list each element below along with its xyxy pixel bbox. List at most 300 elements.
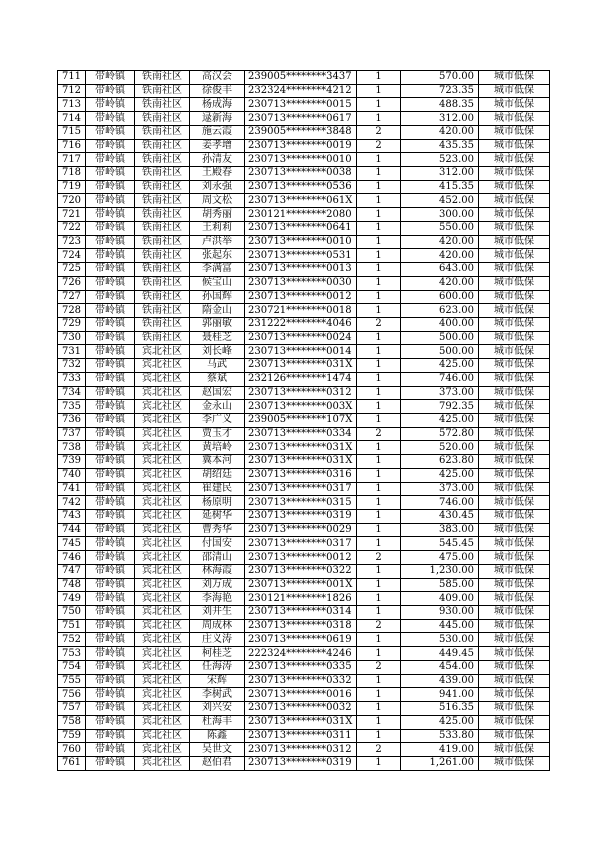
town-cell: 带岭镇 — [86, 592, 135, 606]
category-cell: 城市低保 — [479, 235, 550, 249]
amount-cell: 550.00 — [401, 221, 479, 235]
household-size-cell: 1 — [357, 276, 401, 290]
community-cell: 宾北社区 — [135, 743, 190, 757]
row-number-cell: 711 — [58, 71, 86, 85]
household-size-cell: 1 — [357, 331, 401, 345]
row-number-cell: 755 — [58, 674, 86, 688]
id-number-cell: 230713********0317 — [245, 482, 357, 496]
row-number-cell: 734 — [58, 386, 86, 400]
household-size-cell: 1 — [357, 510, 401, 524]
community-cell: 宾北社区 — [135, 674, 190, 688]
community-cell: 宾北社区 — [135, 345, 190, 359]
name-cell: 李海艳 — [190, 592, 245, 606]
amount-cell: 420.00 — [401, 125, 479, 139]
row-number-cell: 759 — [58, 729, 86, 743]
amount-cell: 623.00 — [401, 304, 479, 318]
town-cell: 带岭镇 — [86, 660, 135, 674]
id-number-cell: 230713********0315 — [245, 496, 357, 510]
name-cell: 孙清友 — [190, 153, 245, 167]
community-cell: 宾北社区 — [135, 619, 190, 633]
table-row — [58, 743, 550, 757]
id-number-cell: 230713********0335 — [245, 660, 357, 674]
community-cell: 铁南社区 — [135, 71, 190, 85]
community-cell: 宾北社区 — [135, 647, 190, 661]
category-cell: 城市低保 — [479, 674, 550, 688]
town-cell: 带岭镇 — [86, 674, 135, 688]
id-number-cell: 239005********3437 — [245, 71, 357, 85]
amount-cell: 435.35 — [401, 139, 479, 153]
name-cell: 杨成海 — [190, 98, 245, 112]
household-size-cell: 1 — [357, 578, 401, 592]
table-row — [58, 112, 550, 126]
community-cell: 宾北社区 — [135, 660, 190, 674]
household-size-cell: 1 — [357, 386, 401, 400]
name-cell: 蔡斌 — [190, 372, 245, 386]
town-cell: 带岭镇 — [86, 496, 135, 510]
id-number-cell: 230713********0332 — [245, 674, 357, 688]
table-row — [58, 660, 550, 674]
row-number-cell: 736 — [58, 413, 86, 427]
id-number-cell: 230713********0617 — [245, 112, 357, 126]
community-cell: 铁南社区 — [135, 331, 190, 345]
amount-cell: 312.00 — [401, 112, 479, 126]
household-size-cell: 2 — [357, 427, 401, 441]
table-row — [58, 413, 550, 427]
town-cell: 带岭镇 — [86, 743, 135, 757]
amount-cell: 585.00 — [401, 578, 479, 592]
row-number-cell: 742 — [58, 496, 86, 510]
town-cell: 带岭镇 — [86, 427, 135, 441]
town-cell: 带岭镇 — [86, 537, 135, 551]
community-cell: 宾北社区 — [135, 482, 190, 496]
name-cell: 郭丽敏 — [190, 317, 245, 331]
id-number-cell: 230121********1826 — [245, 592, 357, 606]
town-cell: 带岭镇 — [86, 290, 135, 304]
row-number-cell: 726 — [58, 276, 86, 290]
town-cell: 带岭镇 — [86, 345, 135, 359]
row-number-cell: 753 — [58, 647, 86, 661]
town-cell: 带岭镇 — [86, 455, 135, 469]
name-cell: 周成林 — [190, 619, 245, 633]
table-row — [58, 167, 550, 181]
table-row — [58, 455, 550, 469]
id-number-cell: 231222********4046 — [245, 317, 357, 331]
row-number-cell: 718 — [58, 167, 86, 181]
community-cell: 宾北社区 — [135, 510, 190, 524]
amount-cell: 500.00 — [401, 345, 479, 359]
name-cell: 刘井生 — [190, 606, 245, 620]
town-cell: 带岭镇 — [86, 482, 135, 496]
category-cell: 城市低保 — [479, 263, 550, 277]
name-cell: 贾玉才 — [190, 427, 245, 441]
category-cell: 城市低保 — [479, 359, 550, 373]
category-cell: 城市低保 — [479, 167, 550, 181]
id-number-cell: 230713********0010 — [245, 235, 357, 249]
household-size-cell: 2 — [357, 619, 401, 633]
category-cell: 城市低保 — [479, 592, 550, 606]
amount-cell: 445.00 — [401, 619, 479, 633]
category-cell: 城市低保 — [479, 276, 550, 290]
row-number-cell: 743 — [58, 510, 86, 524]
row-number-cell: 745 — [58, 537, 86, 551]
table-row — [58, 619, 550, 633]
row-number-cell: 733 — [58, 372, 86, 386]
amount-cell: 643.00 — [401, 263, 479, 277]
household-size-cell: 1 — [357, 180, 401, 194]
row-number-cell: 741 — [58, 482, 86, 496]
row-number-cell: 713 — [58, 98, 86, 112]
row-number-cell: 760 — [58, 743, 86, 757]
name-cell: 刘万成 — [190, 578, 245, 592]
table-row — [58, 537, 550, 551]
table-row — [58, 578, 550, 592]
town-cell: 带岭镇 — [86, 523, 135, 537]
name-cell: 刘永强 — [190, 180, 245, 194]
table-row — [58, 523, 550, 537]
town-cell: 带岭镇 — [86, 386, 135, 400]
community-cell: 宾北社区 — [135, 729, 190, 743]
town-cell: 带岭镇 — [86, 413, 135, 427]
town-cell: 带岭镇 — [86, 221, 135, 235]
table-row — [58, 98, 550, 112]
table-row — [58, 688, 550, 702]
category-cell: 城市低保 — [479, 221, 550, 235]
household-size-cell: 1 — [357, 496, 401, 510]
category-cell: 城市低保 — [479, 619, 550, 633]
household-size-cell: 2 — [357, 551, 401, 565]
community-cell: 宾北社区 — [135, 551, 190, 565]
id-number-cell: 230713********003X — [245, 400, 357, 414]
household-size-cell: 1 — [357, 71, 401, 85]
household-size-cell: 1 — [357, 647, 401, 661]
name-cell: 施云霞 — [190, 125, 245, 139]
amount-cell: 400.00 — [401, 317, 479, 331]
household-size-cell: 1 — [357, 249, 401, 263]
amount-cell: 570.00 — [401, 71, 479, 85]
household-size-cell: 1 — [357, 359, 401, 373]
table-row — [58, 372, 550, 386]
table-row — [58, 564, 550, 578]
community-cell: 铁南社区 — [135, 208, 190, 222]
row-number-cell: 754 — [58, 660, 86, 674]
table-row — [58, 482, 550, 496]
community-cell: 铁南社区 — [135, 276, 190, 290]
community-cell: 宾北社区 — [135, 756, 190, 770]
household-size-cell: 1 — [357, 98, 401, 112]
row-number-cell: 717 — [58, 153, 86, 167]
name-cell: 任海涛 — [190, 660, 245, 674]
name-cell: 宋辉 — [190, 674, 245, 688]
community-cell: 宾北社区 — [135, 564, 190, 578]
name-cell: 卢洪举 — [190, 235, 245, 249]
amount-cell: 545.45 — [401, 537, 479, 551]
row-number-cell: 737 — [58, 427, 86, 441]
amount-cell: 409.00 — [401, 592, 479, 606]
table-row — [58, 317, 550, 331]
row-number-cell: 727 — [58, 290, 86, 304]
amount-cell: 300.00 — [401, 208, 479, 222]
town-cell: 带岭镇 — [86, 84, 135, 98]
town-cell: 带岭镇 — [86, 359, 135, 373]
name-cell: 候宝山 — [190, 276, 245, 290]
community-cell: 宾北社区 — [135, 702, 190, 716]
community-cell: 宾北社区 — [135, 633, 190, 647]
table-row — [58, 551, 550, 565]
town-cell: 带岭镇 — [86, 578, 135, 592]
table-row — [58, 633, 550, 647]
household-size-cell: 1 — [357, 167, 401, 181]
id-number-cell: 230713********0536 — [245, 180, 357, 194]
community-cell: 铁南社区 — [135, 263, 190, 277]
community-cell: 铁南社区 — [135, 221, 190, 235]
row-number-cell: 738 — [58, 441, 86, 455]
id-number-cell: 232126********1474 — [245, 372, 357, 386]
row-number-cell: 761 — [58, 756, 86, 770]
category-cell: 城市低保 — [479, 331, 550, 345]
community-cell: 铁南社区 — [135, 112, 190, 126]
household-size-cell: 2 — [357, 317, 401, 331]
household-size-cell: 1 — [357, 455, 401, 469]
town-cell: 带岭镇 — [86, 180, 135, 194]
name-cell: 柯桂芝 — [190, 647, 245, 661]
community-cell: 宾北社区 — [135, 413, 190, 427]
town-cell: 带岭镇 — [86, 688, 135, 702]
category-cell: 城市低保 — [479, 647, 550, 661]
id-number-cell: 230713********0029 — [245, 523, 357, 537]
name-cell: 李广义 — [190, 413, 245, 427]
community-cell: 铁南社区 — [135, 235, 190, 249]
town-cell: 带岭镇 — [86, 468, 135, 482]
name-cell: 马武 — [190, 359, 245, 373]
name-cell: 杜海丰 — [190, 715, 245, 729]
community-cell: 宾北社区 — [135, 496, 190, 510]
row-number-cell: 739 — [58, 455, 86, 469]
category-cell: 城市低保 — [479, 125, 550, 139]
household-size-cell: 1 — [357, 413, 401, 427]
table-row — [58, 221, 550, 235]
row-number-cell: 721 — [58, 208, 86, 222]
table-row — [58, 592, 550, 606]
name-cell: 冀本河 — [190, 455, 245, 469]
id-number-cell: 230721********0018 — [245, 304, 357, 318]
household-size-cell: 1 — [357, 84, 401, 98]
amount-cell: 941.00 — [401, 688, 479, 702]
id-number-cell: 230713********031X — [245, 715, 357, 729]
row-number-cell: 714 — [58, 112, 86, 126]
town-cell: 带岭镇 — [86, 756, 135, 770]
amount-cell: 425.00 — [401, 413, 479, 427]
table-row — [58, 263, 550, 277]
amount-cell: 792.35 — [401, 400, 479, 414]
id-number-cell: 230713********0012 — [245, 551, 357, 565]
row-number-cell: 728 — [58, 304, 86, 318]
town-cell: 带岭镇 — [86, 194, 135, 208]
category-cell: 城市低保 — [479, 427, 550, 441]
id-number-cell: 230713********0318 — [245, 619, 357, 633]
category-cell: 城市低保 — [479, 702, 550, 716]
community-cell: 宾北社区 — [135, 537, 190, 551]
amount-cell: 930.00 — [401, 606, 479, 620]
row-number-cell: 716 — [58, 139, 86, 153]
row-number-cell: 758 — [58, 715, 86, 729]
amount-cell: 475.00 — [401, 551, 479, 565]
table-row — [58, 400, 550, 414]
id-number-cell: 230713********0319 — [245, 756, 357, 770]
community-cell: 宾北社区 — [135, 359, 190, 373]
amount-cell: 420.00 — [401, 249, 479, 263]
name-cell: 徐俊丰 — [190, 84, 245, 98]
community-cell: 宾北社区 — [135, 386, 190, 400]
household-size-cell: 1 — [357, 345, 401, 359]
amount-cell: 383.00 — [401, 523, 479, 537]
amount-cell: 430.45 — [401, 510, 479, 524]
amount-cell: 623.80 — [401, 455, 479, 469]
community-cell: 宾北社区 — [135, 688, 190, 702]
table-row — [58, 715, 550, 729]
table-row — [58, 71, 550, 85]
amount-cell: 425.00 — [401, 715, 479, 729]
id-number-cell: 230713********0013 — [245, 263, 357, 277]
household-size-cell: 1 — [357, 756, 401, 770]
row-number-cell: 712 — [58, 84, 86, 98]
community-cell: 宾北社区 — [135, 427, 190, 441]
amount-cell: 520.00 — [401, 441, 479, 455]
name-cell: 胡绍廷 — [190, 468, 245, 482]
town-cell: 带岭镇 — [86, 304, 135, 318]
table-body — [58, 71, 550, 771]
town-cell: 带岭镇 — [86, 633, 135, 647]
row-number-cell: 725 — [58, 263, 86, 277]
town-cell: 带岭镇 — [86, 606, 135, 620]
amount-cell: 420.00 — [401, 235, 479, 249]
community-cell: 铁南社区 — [135, 153, 190, 167]
id-number-cell: 230713********0019 — [245, 139, 357, 153]
community-cell: 宾北社区 — [135, 578, 190, 592]
category-cell: 城市低保 — [479, 372, 550, 386]
community-cell: 宾北社区 — [135, 441, 190, 455]
amount-cell: 523.00 — [401, 153, 479, 167]
town-cell: 带岭镇 — [86, 551, 135, 565]
household-size-cell: 1 — [357, 468, 401, 482]
category-cell: 城市低保 — [479, 578, 550, 592]
town-cell: 带岭镇 — [86, 276, 135, 290]
town-cell: 带岭镇 — [86, 249, 135, 263]
category-cell: 城市低保 — [479, 468, 550, 482]
id-number-cell: 230713********0024 — [245, 331, 357, 345]
amount-cell: 373.00 — [401, 386, 479, 400]
row-number-cell: 746 — [58, 551, 86, 565]
name-cell: 金永山 — [190, 400, 245, 414]
household-size-cell: 1 — [357, 674, 401, 688]
community-cell: 宾北社区 — [135, 715, 190, 729]
category-cell: 城市低保 — [479, 441, 550, 455]
table-row — [58, 729, 550, 743]
row-number-cell: 730 — [58, 331, 86, 345]
id-number-cell: 230713********0312 — [245, 386, 357, 400]
category-cell: 城市低保 — [479, 482, 550, 496]
row-number-cell: 724 — [58, 249, 86, 263]
id-number-cell: 230713********031X — [245, 455, 357, 469]
id-number-cell: 239005********3848 — [245, 125, 357, 139]
table-row — [58, 496, 550, 510]
name-cell: 孙国辉 — [190, 290, 245, 304]
community-cell: 宾北社区 — [135, 592, 190, 606]
community-cell: 铁南社区 — [135, 249, 190, 263]
amount-cell: 572.80 — [401, 427, 479, 441]
table-row — [58, 674, 550, 688]
table-row — [58, 510, 550, 524]
town-cell: 带岭镇 — [86, 715, 135, 729]
household-size-cell: 2 — [357, 139, 401, 153]
id-number-cell: 230713********0016 — [245, 688, 357, 702]
table-row — [58, 290, 550, 304]
table-row — [58, 702, 550, 716]
category-cell: 城市低保 — [479, 400, 550, 414]
amount-cell: 452.00 — [401, 194, 479, 208]
name-cell: 林海霞 — [190, 564, 245, 578]
community-cell: 宾北社区 — [135, 606, 190, 620]
community-cell: 宾北社区 — [135, 523, 190, 537]
row-number-cell: 722 — [58, 221, 86, 235]
category-cell: 城市低保 — [479, 551, 550, 565]
amount-cell: 530.00 — [401, 633, 479, 647]
name-cell: 邵清山 — [190, 551, 245, 565]
name-cell: 杨原明 — [190, 496, 245, 510]
category-cell: 城市低保 — [479, 413, 550, 427]
town-cell: 带岭镇 — [86, 400, 135, 414]
id-number-cell: 230713********0038 — [245, 167, 357, 181]
household-size-cell: 1 — [357, 194, 401, 208]
name-cell: 刘长峰 — [190, 345, 245, 359]
category-cell: 城市低保 — [479, 304, 550, 318]
category-cell: 城市低保 — [479, 112, 550, 126]
row-number-cell: 749 — [58, 592, 86, 606]
row-number-cell: 719 — [58, 180, 86, 194]
community-cell: 铁南社区 — [135, 304, 190, 318]
town-cell: 带岭镇 — [86, 619, 135, 633]
amount-cell: 1,230.00 — [401, 564, 479, 578]
id-number-cell: 230713********0316 — [245, 468, 357, 482]
table-row — [58, 208, 550, 222]
table-row — [58, 153, 550, 167]
household-size-cell: 2 — [357, 125, 401, 139]
category-cell: 城市低保 — [479, 633, 550, 647]
household-size-cell: 1 — [357, 606, 401, 620]
town-cell: 带岭镇 — [86, 729, 135, 743]
category-cell: 城市低保 — [479, 660, 550, 674]
town-cell: 带岭镇 — [86, 139, 135, 153]
household-size-cell: 1 — [357, 688, 401, 702]
category-cell: 城市低保 — [479, 153, 550, 167]
name-cell: 陈鑫 — [190, 729, 245, 743]
household-size-cell: 1 — [357, 537, 401, 551]
household-size-cell: 1 — [357, 715, 401, 729]
town-cell: 带岭镇 — [86, 441, 135, 455]
table-row — [58, 606, 550, 620]
table-row — [58, 84, 550, 98]
community-cell: 铁南社区 — [135, 290, 190, 304]
amount-cell: 425.00 — [401, 359, 479, 373]
id-number-cell: 230713********0311 — [245, 729, 357, 743]
category-cell: 城市低保 — [479, 510, 550, 524]
name-cell: 王莉莉 — [190, 221, 245, 235]
town-cell: 带岭镇 — [86, 167, 135, 181]
town-cell: 带岭镇 — [86, 702, 135, 716]
category-cell: 城市低保 — [479, 523, 550, 537]
table-row — [58, 345, 550, 359]
table-row — [58, 194, 550, 208]
household-size-cell: 1 — [357, 263, 401, 277]
